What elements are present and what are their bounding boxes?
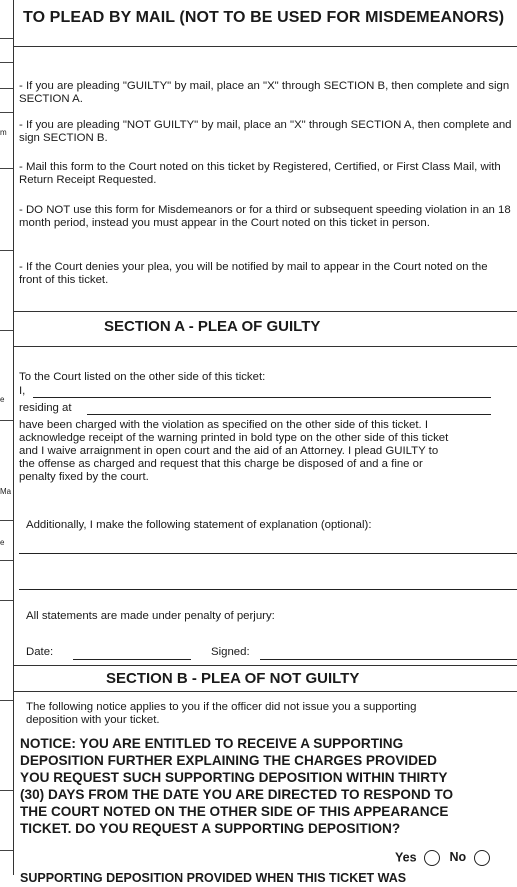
- guilty-body-line: penalty fixed by the court.: [19, 471, 149, 483]
- yes-radio[interactable]: [424, 850, 440, 866]
- left-border-rule: [13, 0, 14, 875]
- explanation-line-2[interactable]: [19, 589, 517, 590]
- notice-line: (30) DAYS FROM THE DATE YOU ARE DIRECTED TO RESPOND TO: [20, 787, 454, 802]
- guilty-body-line: have been charged with the violation as specified on the other side of this ticket. I: [19, 419, 429, 431]
- left-edge-tick: [0, 700, 13, 701]
- notice-applies-line: The following notice applies to you if the officer did not issue you a supporting: [26, 701, 417, 713]
- cut-off-line: SUPPORTING DEPOSITION PROVIDED WHEN THIS TICKET WAS: [20, 871, 407, 885]
- left-edge-tick: [0, 250, 13, 251]
- notice-line: THE COURT NOTED ON THE OTHER SIDE OF THIS APPEARANCE: [20, 804, 449, 819]
- explanation-label: Additionally, I make the following statement of explanation (optional):: [26, 519, 372, 531]
- date-field[interactable]: [73, 659, 191, 660]
- left-edge-tick: [0, 112, 13, 113]
- left-edge-tick: [0, 168, 13, 169]
- notice-line: NOTICE: YOU ARE ENTITLED TO RECEIVE A SUPPORTING: [20, 736, 404, 751]
- instruction-item: - If the Court denies your plea, you will be notified by mail to appear in the Court noted on the front of this ticket.: [19, 261, 488, 286]
- no-radio[interactable]: [474, 850, 490, 866]
- explanation-line-1[interactable]: [19, 553, 517, 554]
- address-field[interactable]: [87, 414, 491, 415]
- left-edge-tick: [0, 330, 13, 331]
- left-edge-tick: [0, 62, 13, 63]
- left-edge-fragment: e: [0, 395, 5, 404]
- left-edge-fragment: e: [0, 538, 5, 547]
- section-a-top-rule: [14, 311, 517, 312]
- notice-line: YOU REQUEST SUCH SUPPORTING DEPOSITION WITHIN THIRTY: [20, 770, 448, 785]
- notice-line: TICKET. DO YOU REQUEST A SUPPORTING DEPOSITION?: [20, 821, 401, 836]
- page-title: TO PLEAD BY MAIL (NOT TO BE USED FOR MISDEMEANORS): [23, 9, 505, 26]
- instruction-item: - DO NOT use this form for Misdemeanors or for a third or subsequent speeding violation in an 18 month period, instead you must appear in the Court noted on this ticket in person.: [19, 204, 511, 229]
- date-label: Date:: [26, 646, 54, 658]
- left-edge-fragment: m: [0, 128, 7, 137]
- instruction-item: - Mail this form to the Court noted on this ticket by Registered, Certified, or First Class Mail, with Return Receipt Requested.: [19, 161, 501, 186]
- signature-field[interactable]: [260, 659, 517, 660]
- left-edge-tick: [0, 850, 13, 851]
- left-edge-fragment: Ma: [0, 487, 12, 496]
- title-divider: [14, 46, 517, 47]
- left-edge-tick: [0, 88, 13, 89]
- left-edge-tick: [0, 520, 13, 521]
- section-b-heading: SECTION B - PLEA OF NOT GUILTY: [106, 670, 360, 687]
- residing-label: residing at: [19, 402, 72, 414]
- instruction-item: - If you are pleading "NOT GUILTY" by mail, place an "X" through SECTION A, then complete and sign SECTION B.: [19, 119, 512, 144]
- guilty-body-line: and I waive arraignment in open court and the aid of an Attorney. I plead GUILTY to: [19, 445, 439, 457]
- section-b-top-rule: [14, 665, 517, 666]
- name-field[interactable]: [33, 397, 491, 398]
- i-label: I,: [19, 385, 26, 397]
- notice-applies-line: deposition with your ticket.: [26, 714, 160, 726]
- signed-label: Signed:: [211, 646, 250, 658]
- left-edge-tick: [0, 790, 13, 791]
- guilty-body-line: the offense as charged and request that this charge be disposed of and a fine or: [19, 458, 423, 470]
- guilty-body-line: acknowledge receipt of the warning printed in bold type on the other side of this ticket: [19, 432, 449, 444]
- form-header: [14, 8, 517, 28]
- left-edge-tick: [0, 38, 13, 39]
- no-label: No: [449, 850, 467, 865]
- instruction-item: - If you are pleading "GUILTY" by mail, place an "X" through SECTION B, then complete and sign SECTION A.: [19, 80, 510, 105]
- deposition-request-options: [395, 850, 490, 866]
- perjury-text: All statements are made under penalty of perjury:: [26, 610, 275, 622]
- to-court-text: To the Court listed on the other side of this ticket:: [19, 371, 266, 383]
- left-edge-tick: [0, 560, 13, 561]
- section-b-bottom-rule: [14, 691, 517, 692]
- left-edge-tick: [0, 420, 13, 421]
- yes-label: Yes: [395, 850, 417, 865]
- notice-line: DEPOSITION FURTHER EXPLAINING THE CHARGES PROVIDED: [20, 753, 437, 768]
- section-a-bottom-rule: [14, 346, 517, 347]
- section-a-heading: SECTION A - PLEA OF GUILTY: [104, 318, 321, 335]
- left-edge-tick: [0, 600, 13, 601]
